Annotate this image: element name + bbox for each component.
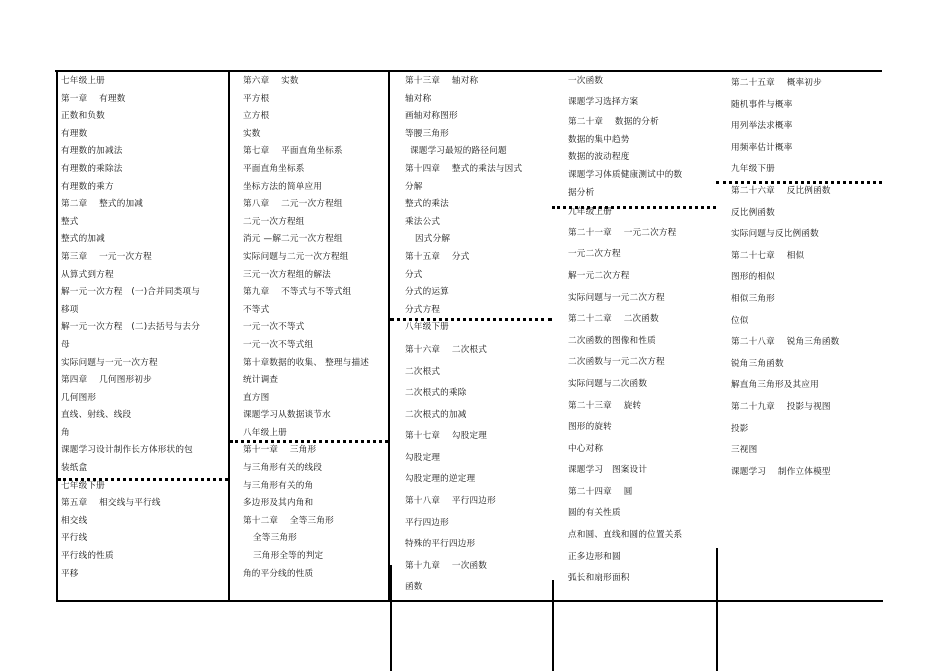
toc-line: 母	[61, 339, 70, 350]
toc-line: 整式的乘法	[405, 199, 449, 210]
toc-line: 用列举法求概率	[731, 121, 793, 132]
toc-line: 第二十五章 概率初步	[731, 78, 822, 88]
toc-line: 与三角形有关的线段	[243, 463, 323, 474]
toc-line: 圆的有关性质	[568, 508, 621, 519]
top-border	[55, 70, 882, 72]
toc-line: 二次根式	[405, 366, 441, 377]
toc-line: 勾股定理	[405, 452, 441, 463]
toc-line: 平行四边形	[405, 517, 449, 528]
toc-line: 第十六章 二次根式	[405, 344, 488, 355]
toc-line: 实际问题与一元二次方程	[568, 292, 665, 303]
toc-line: 分式的运算	[405, 287, 449, 298]
toc-line: 第二十二章 二次函数	[568, 314, 659, 325]
toc-line: 课题学习最短的路径问题	[410, 146, 507, 157]
toc-line: 课题学习 制作立体模型	[731, 466, 831, 477]
toc-line: 随机事件与概率	[731, 99, 793, 110]
toc-line: 正多边形和圆	[568, 551, 621, 562]
toc-line: 因式分解	[415, 234, 451, 245]
divider-3	[552, 580, 554, 671]
toc-line: 正数和负数	[61, 111, 105, 122]
toc-line: 二次根式的加减	[405, 409, 467, 420]
toc-line: 三视图	[731, 445, 758, 456]
toc-line: 解直角三角形及其应用	[731, 380, 819, 391]
toc-line: 第六章 实数	[243, 76, 299, 86]
toc-line: 平移	[61, 568, 79, 579]
toc-line: 第九章 不等式与不等式组	[243, 287, 352, 298]
toc-line: 多边形及其内角和	[243, 498, 314, 509]
toc-line: 点和圆、直线和圆的位置关系	[568, 530, 683, 541]
toc-line: 相交线	[61, 515, 88, 526]
toc-line: 三角形全等的判定	[253, 551, 324, 562]
toc-line: 数据的波动程度	[568, 152, 630, 163]
toc-line: 实际问题与二元一次方程组	[243, 251, 349, 262]
left-border	[56, 70, 58, 602]
toc-line: 等腰三角形	[405, 128, 449, 139]
toc-line: 七年级上册	[61, 76, 105, 86]
toc-line: 八年级上册	[243, 427, 287, 438]
toc-line: 二次根式的乘除	[405, 388, 467, 399]
toc-line: 课题学习体质健康测试中的数	[568, 169, 683, 180]
toc-line: 分解	[405, 181, 423, 192]
toc-line: 二次函数的图像和性质	[568, 335, 656, 346]
toc-line: 有理数的乘除法	[61, 163, 123, 174]
toc-line: 几何图形	[61, 392, 97, 403]
toc-line: 投影	[731, 423, 749, 434]
toc-line: 从算式到方程	[61, 269, 114, 280]
divider-2	[388, 70, 390, 602]
toc-line: 解一元一次方程 (二)去括号与去分	[61, 322, 201, 333]
column-5	[731, 73, 839, 481]
toc-line: 轴对称	[405, 93, 432, 104]
toc-line: 一元二次方程	[568, 249, 621, 260]
column-3	[405, 73, 522, 597]
toc-line: 第十四章 整式的乘法与因式	[405, 163, 523, 174]
toc-line: 平面直角坐标系	[243, 163, 305, 174]
toc-line: 第二十四章 圆	[568, 486, 633, 497]
toc-line: 坐标方法的简单应用	[243, 181, 323, 192]
toc-line: 实际问题与二次函数	[568, 378, 648, 389]
toc-line: 图形的旋转	[568, 422, 612, 433]
toc-line: 第三章 一元一次方程	[61, 251, 152, 262]
toc-line: 第二十九章 投影与视图	[731, 401, 831, 412]
toc-line: 二元一次方程组	[243, 216, 305, 227]
toc-line: 课题学习设计制作长方体形状的包	[61, 445, 193, 456]
toc-line: 相似三角形	[731, 293, 775, 304]
toc-line: 特殊的平行四边形	[405, 539, 476, 550]
toc-line: 反比例函数	[731, 207, 775, 218]
toc-line: 统计调查	[243, 375, 279, 386]
toc-line: 解一元一次方程 (一)合并同类项与	[61, 287, 201, 298]
toc-line: 实际问题与反比例函数	[731, 229, 819, 240]
toc-line: 整式的加减	[61, 234, 105, 245]
toc-line: 全等三角形	[253, 533, 297, 544]
toc-line: 数据的集中趋势	[568, 134, 630, 145]
toc-line: 一元一次不等式	[243, 322, 305, 333]
column-2	[243, 73, 369, 583]
toc-line: 用频率估计概率	[731, 142, 793, 153]
toc-line: 第十章数据的收集、 整理与描述	[243, 357, 370, 368]
toc-line: 第四章 几何图形初步	[61, 375, 152, 386]
toc-line: 第十八章 平行四边形	[405, 496, 496, 507]
toc-line: 有理数	[61, 128, 88, 139]
toc-line: 装纸盒	[61, 463, 88, 474]
toc-line: 乘法公式	[405, 216, 441, 227]
toc-line: 课题学习 图案设计	[568, 465, 648, 476]
column-1	[61, 73, 200, 583]
toc-line: 第二十八章 锐角三角函数	[731, 337, 840, 348]
toc-line: 第十九章 一次函数	[405, 560, 488, 571]
toc-line: 图形的相似	[731, 272, 775, 283]
toc-line: 立方根	[243, 111, 270, 122]
toc-line: 函数	[405, 582, 423, 593]
toc-line: 中心对称	[568, 443, 604, 454]
toc-line: 有理数的加减法	[61, 146, 123, 157]
toc-line: 第二十章 数据的分析	[568, 117, 659, 128]
toc-line: 八年级下册	[405, 322, 449, 333]
toc-line: 课题学习选择方案	[568, 96, 639, 107]
toc-line: 实数	[243, 128, 261, 139]
toc-line: 弧长和扇形面积	[568, 573, 630, 584]
divider-2-tail	[390, 565, 392, 671]
toc-line: 第十七章 勾股定理	[405, 431, 488, 442]
toc-line: 二次函数与一元二次方程	[568, 357, 665, 368]
toc-line: 消元 —解二元一次方程组	[243, 234, 343, 245]
toc-line: 平方根	[243, 93, 270, 104]
toc-line: 有理数的乘方	[61, 181, 114, 192]
toc-line: 勾股定理的逆定理	[405, 474, 476, 485]
toc-line: 课题学习从数据谈节水	[243, 410, 331, 421]
toc-line: 第五章 相交线与平行线	[61, 498, 161, 509]
toc-line: 与三角形有关的角	[243, 480, 314, 491]
toc-line: 平行线的性质	[61, 551, 114, 562]
column-4	[568, 73, 682, 588]
toc-line: 分式方程	[405, 304, 441, 315]
toc-line: 第七章 平面直角坐标系	[243, 146, 343, 157]
toc-line: 九年级上册	[568, 207, 612, 218]
toc-line: 第八章 二元一次方程组	[243, 199, 343, 210]
toc-line: 据分析	[568, 187, 595, 198]
toc-line: 第二十六章 反比例函数	[731, 185, 831, 196]
toc-line: 第十三章 轴对称	[405, 76, 479, 86]
toc-line: 移项	[61, 304, 79, 315]
toc-line: 直线、射线、线段	[61, 410, 132, 421]
toc-line: 第二章 整式的加减	[61, 199, 144, 210]
toc-line: 第一章 有理数	[61, 93, 126, 104]
toc-line: 锐角三角函数	[731, 358, 784, 369]
toc-line: 第十一章 三角形	[243, 445, 317, 456]
bottom-border	[58, 600, 883, 602]
toc-line: 分式	[405, 269, 423, 280]
toc-line: 角的平分线的性质	[243, 568, 314, 579]
toc-line: 第十五章 分式	[405, 251, 470, 262]
toc-line: 解一元二次方程	[568, 270, 630, 281]
toc-line: 九年级下册	[731, 164, 775, 175]
divider-4	[716, 548, 718, 671]
divider-1	[228, 70, 230, 602]
toc-line: 画轴对称图形	[405, 111, 458, 122]
toc-line: 一次函数	[568, 76, 604, 86]
toc-line: 第二十七章 相似	[731, 250, 805, 261]
toc-line: 平行线	[61, 533, 88, 544]
toc-line: 三元一次方程组的解法	[243, 269, 331, 280]
toc-line: 一元一次不等式组	[243, 339, 314, 350]
toc-line: 直方图	[243, 392, 270, 403]
toc-line: 位似	[731, 315, 749, 326]
toc-line: 整式	[61, 216, 79, 227]
toc-line: 角	[61, 427, 70, 438]
toc-line: 七年级下册	[61, 480, 105, 491]
toc-line: 第二十三章 旋转	[568, 400, 642, 411]
toc-line: 第二十一章 一元二次方程	[568, 227, 677, 238]
toc-line: 实际问题与一元一次方程	[61, 357, 158, 368]
toc-line: 不等式	[243, 304, 270, 315]
toc-line: 第十二章 全等三角形	[243, 515, 334, 526]
